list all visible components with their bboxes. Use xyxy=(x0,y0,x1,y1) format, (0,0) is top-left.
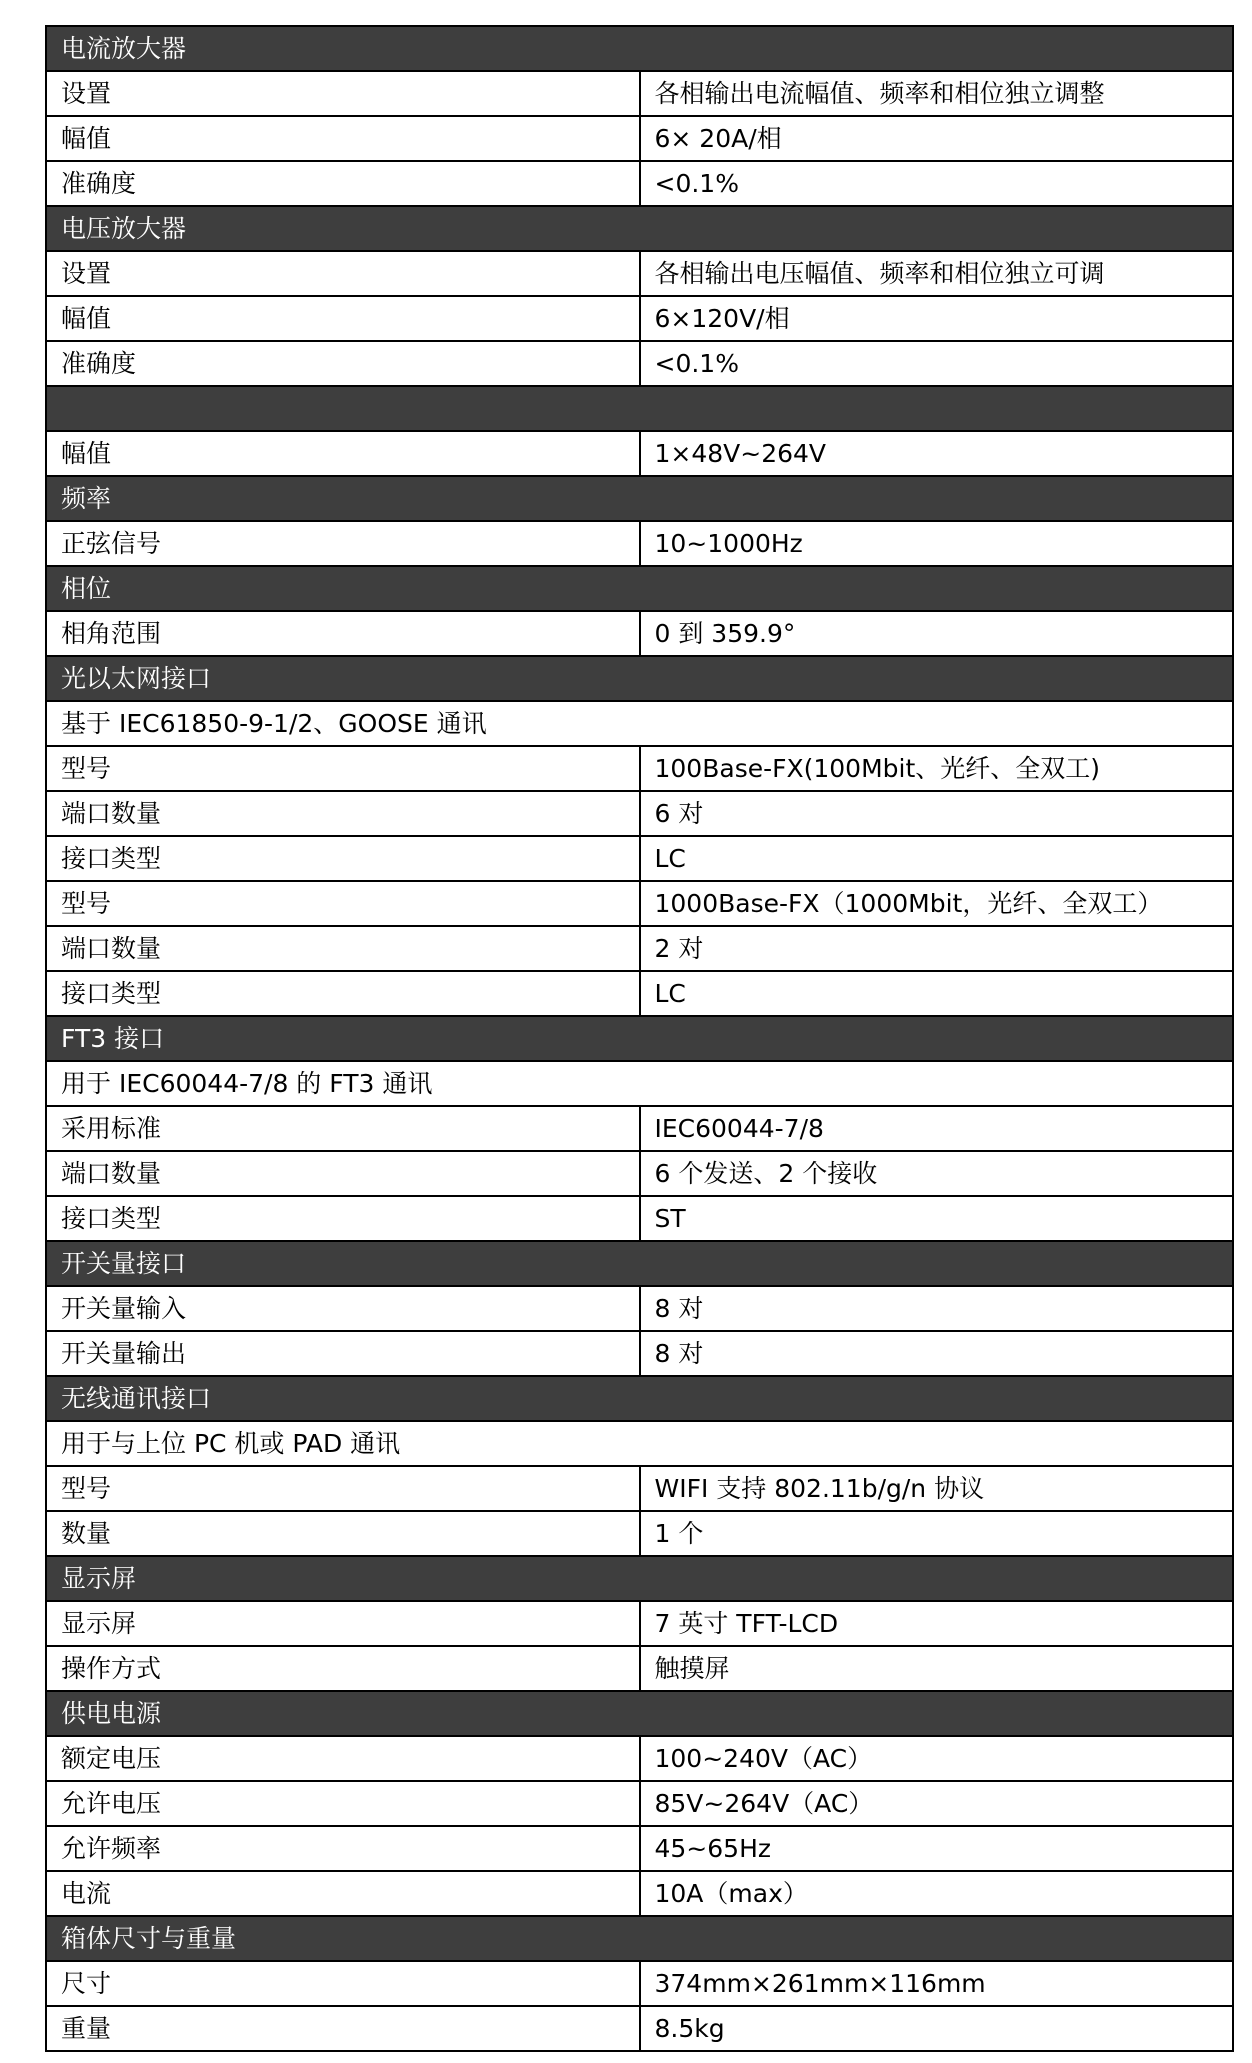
description-row xyxy=(46,701,1233,746)
spec-row xyxy=(46,1871,1233,1916)
spec-row xyxy=(46,1151,1233,1196)
spec-label: 允许电压 xyxy=(46,1781,640,1826)
spec-value: 8 对 xyxy=(640,1286,1234,1331)
spec-value: 1×48V~264V xyxy=(640,431,1234,476)
section-header-row xyxy=(46,656,1233,701)
spec-row xyxy=(46,1601,1233,1646)
spec-value: 7 英寸 TFT-LCD xyxy=(640,1601,1234,1646)
spec-row xyxy=(46,1331,1233,1376)
spec-row xyxy=(46,1106,1233,1151)
spec-row xyxy=(46,2006,1233,2051)
spec-label: 型号 xyxy=(46,881,640,926)
spec-label: 幅值 xyxy=(46,116,640,161)
spec-label: 重量 xyxy=(46,2006,640,2051)
spec-value: 45~65Hz xyxy=(640,1826,1234,1871)
spec-label: 操作方式 xyxy=(46,1646,640,1691)
spec-value: LC xyxy=(640,971,1234,1016)
spec-value: ST xyxy=(640,1196,1234,1241)
spec-label: 额定电压 xyxy=(46,1736,640,1781)
section-header-row xyxy=(46,26,1233,71)
spec-row xyxy=(46,1646,1233,1691)
spec-label: 准确度 xyxy=(46,341,640,386)
spec-label: 型号 xyxy=(46,1466,640,1511)
spec-value: 8.5kg xyxy=(640,2006,1234,2051)
spec-label: 设置 xyxy=(46,71,640,116)
section-header-row xyxy=(46,206,1233,251)
section-title: FT3 接口 xyxy=(46,1016,1233,1061)
spec-value: 1 个 xyxy=(640,1511,1234,1556)
section-header-row xyxy=(46,566,1233,611)
spec-row xyxy=(46,881,1233,926)
spec-row xyxy=(46,1781,1233,1826)
spec-value: 6 对 xyxy=(640,791,1234,836)
spec-label: 准确度 xyxy=(46,161,640,206)
spec-row xyxy=(46,296,1233,341)
section-header-row xyxy=(46,1691,1233,1736)
spec-label: 相角范围 xyxy=(46,611,640,656)
spec-label: 端口数量 xyxy=(46,926,640,971)
spec-value: <0.1% xyxy=(640,341,1234,386)
section-title: 箱体尺寸与重量 xyxy=(46,1916,1233,1961)
spec-value: 10A（max） xyxy=(640,1871,1234,1916)
spec-row xyxy=(46,836,1233,881)
section-header-row xyxy=(46,1376,1233,1421)
section-title xyxy=(46,386,1233,431)
description-text: 用于 IEC60044-7/8 的 FT3 通讯 xyxy=(46,1061,1233,1106)
spec-value: 各相输出电流幅值、频率和相位独立调整 xyxy=(640,71,1234,116)
spec-label: 尺寸 xyxy=(46,1961,640,2006)
spec-label: 幅值 xyxy=(46,431,640,476)
spec-value: IEC60044-7/8 xyxy=(640,1106,1234,1151)
description-row xyxy=(46,1061,1233,1106)
spec-value: 触摸屏 xyxy=(640,1646,1234,1691)
spec-value: 6 个发送、2 个接收 xyxy=(640,1151,1234,1196)
section-title: 电压放大器 xyxy=(46,206,1233,251)
spec-row xyxy=(46,1736,1233,1781)
spec-label: 开关量输出 xyxy=(46,1331,640,1376)
spec-row xyxy=(46,1961,1233,2006)
spec-row xyxy=(46,746,1233,791)
spec-value: 10~1000Hz xyxy=(640,521,1234,566)
spec-value: 374mm×261mm×116mm xyxy=(640,1961,1234,2006)
spec-label: 数量 xyxy=(46,1511,640,1556)
section-title: 频率 xyxy=(46,476,1233,521)
spec-label: 显示屏 xyxy=(46,1601,640,1646)
spec-label: 正弦信号 xyxy=(46,521,640,566)
spec-label: 电流 xyxy=(46,1871,640,1916)
spec-table xyxy=(45,25,1234,2052)
section-header-row xyxy=(46,1016,1233,1061)
spec-value: 100~240V（AC） xyxy=(640,1736,1234,1781)
spec-row xyxy=(46,1196,1233,1241)
spec-label: 端口数量 xyxy=(46,1151,640,1196)
spec-row xyxy=(46,341,1233,386)
spec-label: 设置 xyxy=(46,251,640,296)
spec-row xyxy=(46,791,1233,836)
spec-value: <0.1% xyxy=(640,161,1234,206)
section-header-row xyxy=(46,386,1233,431)
section-header-row xyxy=(46,1556,1233,1601)
spec-value: 1000Base-FX（1000Mbit，光纤、全双工） xyxy=(640,881,1234,926)
spec-value: 6× 20A/相 xyxy=(640,116,1234,161)
description-text: 用于与上位 PC 机或 PAD 通讯 xyxy=(46,1421,1233,1466)
section-title: 开关量接口 xyxy=(46,1241,1233,1286)
description-row xyxy=(46,1421,1233,1466)
spec-value: WIFI 支持 802.11b/g/n 协议 xyxy=(640,1466,1234,1511)
section-title: 相位 xyxy=(46,566,1233,611)
spec-label: 接口类型 xyxy=(46,1196,640,1241)
section-title: 光以太网接口 xyxy=(46,656,1233,701)
spec-label: 接口类型 xyxy=(46,836,640,881)
spec-row xyxy=(46,1511,1233,1556)
spec-label: 开关量输入 xyxy=(46,1286,640,1331)
spec-value: 6×120V/相 xyxy=(640,296,1234,341)
section-header-row xyxy=(46,476,1233,521)
spec-row xyxy=(46,161,1233,206)
spec-label: 幅值 xyxy=(46,296,640,341)
section-title: 电流放大器 xyxy=(46,26,1233,71)
spec-value: 0 到 359.9° xyxy=(640,611,1234,656)
spec-row xyxy=(46,1466,1233,1511)
section-title: 显示屏 xyxy=(46,1556,1233,1601)
spec-value: 100Base-FX(100Mbit、光纤、全双工) xyxy=(640,746,1234,791)
spec-row xyxy=(46,71,1233,116)
spec-value: 各相输出电压幅值、频率和相位独立可调 xyxy=(640,251,1234,296)
spec-row xyxy=(46,926,1233,971)
spec-label: 允许频率 xyxy=(46,1826,640,1871)
spec-row xyxy=(46,116,1233,161)
spec-label: 型号 xyxy=(46,746,640,791)
section-header-row xyxy=(46,1916,1233,1961)
spec-row xyxy=(46,971,1233,1016)
section-title: 无线通讯接口 xyxy=(46,1376,1233,1421)
spec-row xyxy=(46,1286,1233,1331)
spec-value: 8 对 xyxy=(640,1331,1234,1376)
spec-row xyxy=(46,431,1233,476)
description-text: 基于 IEC61850-9-1/2、GOOSE 通讯 xyxy=(46,701,1233,746)
spec-row xyxy=(46,251,1233,296)
spec-row xyxy=(46,521,1233,566)
spec-value: LC xyxy=(640,836,1234,881)
section-header-row xyxy=(46,1241,1233,1286)
spec-label: 端口数量 xyxy=(46,791,640,836)
spec-label: 采用标准 xyxy=(46,1106,640,1151)
spec-label: 接口类型 xyxy=(46,971,640,1016)
spec-value: 2 对 xyxy=(640,926,1234,971)
spec-row xyxy=(46,611,1233,656)
spec-value: 85V~264V（AC） xyxy=(640,1781,1234,1826)
spec-table-body xyxy=(46,26,1233,2051)
section-title: 供电电源 xyxy=(46,1691,1233,1736)
spec-row xyxy=(46,1826,1233,1871)
